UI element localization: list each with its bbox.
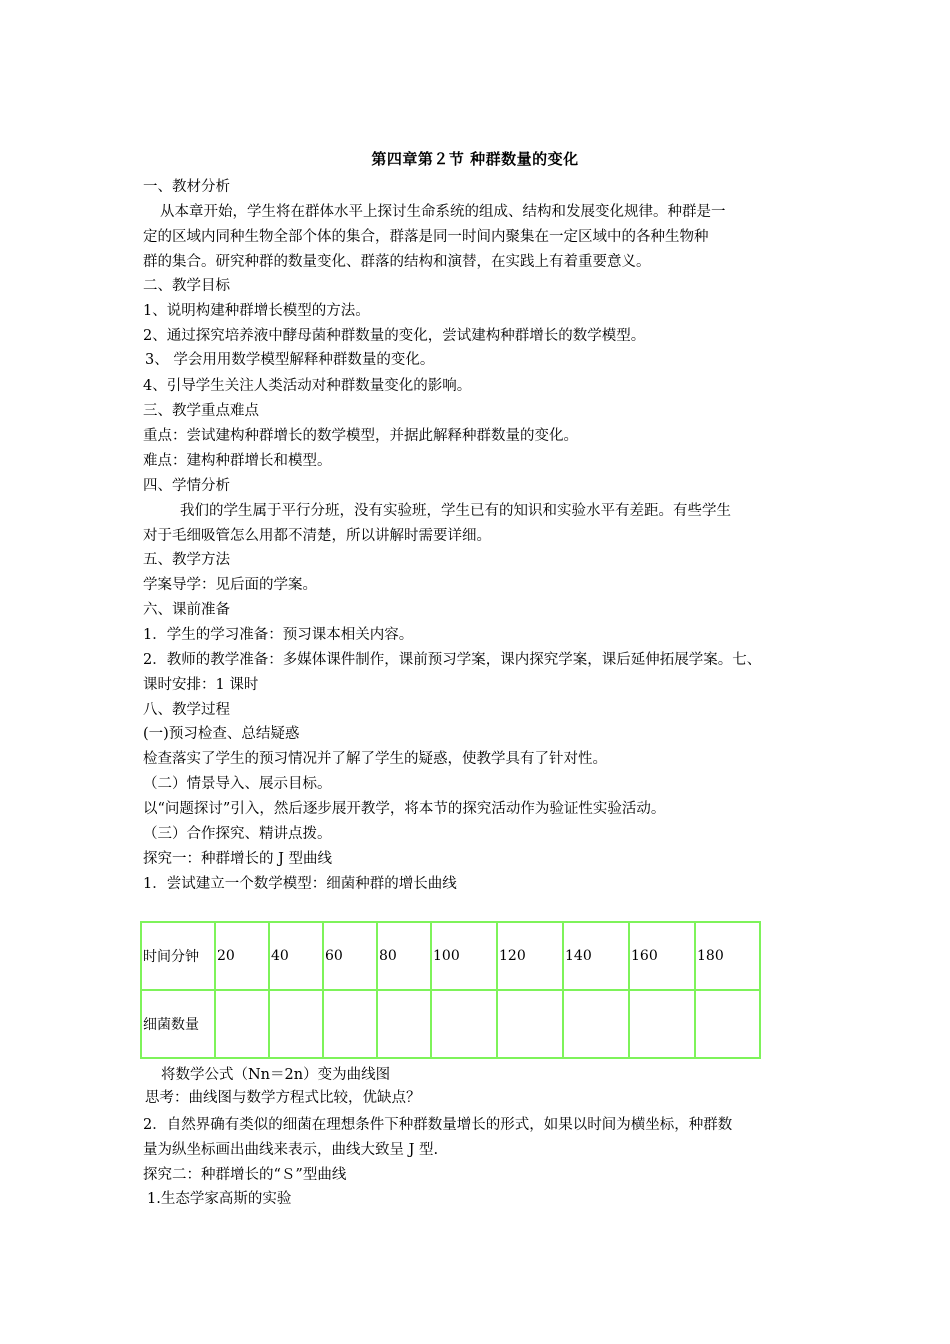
difficult-point: 难点：建构种群增长和模型。 (143, 453, 332, 469)
paragraph-line: 从本章开始，学生将在群体水平上探讨生命系统的组成、结构和发展变化规律。种群是一 (160, 204, 726, 220)
page-title: 第四章第２节 种群数量的变化 (371, 150, 579, 168)
table-cell: 60 (323, 922, 377, 990)
process-step: (一)预习检查、总结疑惑 (143, 726, 300, 742)
table-cell: 100 (431, 922, 497, 990)
paragraph-line: 思考：曲线图与数学方程式比较，优缺点？ (145, 1090, 421, 1106)
table-row (141, 922, 760, 990)
goal-item: 3、 学会用用数学模型解释种群数量的变化。 (145, 352, 435, 368)
table-cell: 80 (377, 922, 431, 990)
process-step: （三）合作探究、精讲点拨。 (143, 826, 332, 842)
table-cell (269, 990, 323, 1058)
section-heading-2: 二、教学目标 (143, 278, 230, 294)
section-heading-6: 六、课前准备 (143, 602, 230, 618)
bacteria-growth-table (140, 921, 761, 1059)
table-cell (629, 990, 695, 1058)
paragraph-line: 对于毛细吸管怎么用都不清楚，所以讲解时需要详细。 (143, 528, 491, 544)
table-cell: 40 (269, 922, 323, 990)
section-heading-4: 四、学情分析 (143, 478, 230, 494)
key-point: 重点：尝试建构种群增长的数学模型，并据此解释种群数量的变化。 (143, 428, 578, 444)
table-cell (563, 990, 629, 1058)
prep-item: 2．教师的教学准备：多媒体课件制作，课前预习学案，课内探究学案，课后延伸拓展学案。七、 (143, 652, 762, 668)
table-cell (695, 990, 760, 1058)
table-row-label: 细菌数量 (141, 990, 215, 1058)
table-cell: 120 (497, 922, 563, 990)
process-step: （二）情景导入、展示目标。 (143, 776, 332, 792)
table-row-label: 时间分钟 (141, 922, 215, 990)
paragraph-line: 定的区域内同种生物全部个体的集合，群落是同一时间内聚集在一定区域中的各种生物种 (143, 229, 709, 245)
table-cell (377, 990, 431, 1058)
table-cell: 160 (629, 922, 695, 990)
paragraph-line: 课时安排：1 课时 (143, 677, 259, 693)
goal-item: 1、说明构建种群增长模型的方法。 (143, 303, 370, 319)
paragraph-line: 以“问题探讨”引入，然后逐步展开教学，将本节的探究活动作为验证性实验活动。 (143, 801, 666, 817)
section-heading-5: 五、教学方法 (143, 552, 230, 568)
paragraph-line: 检查落实了学生的预习情况并了解了学生的疑惑，使教学具有了针对性。 (143, 751, 607, 767)
paragraph-line: 量为纵坐标画出曲线来表示，曲线大致呈 J 型. (143, 1142, 439, 1158)
explore-item: 1．尝试建立一个数学模型：细菌种群的增长曲线 (143, 876, 457, 892)
section-heading-8: 八、教学过程 (143, 702, 230, 718)
prep-item: 1．学生的学习准备：预习课本相关内容。 (143, 627, 414, 643)
table-cell: 20 (215, 922, 269, 990)
table-cell (323, 990, 377, 1058)
paragraph-line: 学案导学：见后面的学案。 (143, 577, 317, 593)
table-cell (497, 990, 563, 1058)
table-cell (215, 990, 269, 1058)
explore-item: 1.生态学家高斯的实验 (147, 1191, 292, 1207)
explore-heading: 探究二：种群增长的“Ｓ”型曲线 (143, 1167, 347, 1183)
explore-heading: 探究一：种群增长的 J 型曲线 (143, 851, 333, 867)
paragraph-line: 我们的学生属于平行分班，没有实验班，学生已有的知识和实验水平有差距。有些学生 (180, 503, 731, 519)
goal-item: 2、通过探究培养液中酵母菌种群数量的变化，尝试建构种群增长的数学模型。 (143, 328, 646, 344)
table-cell: 180 (695, 922, 760, 990)
goal-item: 4、引导学生关注人类活动对种群数量变化的影响。 (143, 378, 472, 394)
paragraph-line: 2．自然界确有类似的细菌在理想条件下种群数量增长的形式，如果以时间为横坐标，种群数 (143, 1117, 733, 1133)
table-cell (431, 990, 497, 1058)
paragraph-line: 群的集合。研究种群的数量变化、群落的结构和演替，在实践上有着重要意义。 (143, 254, 651, 270)
paragraph-line: 将数学公式（Nn＝2n）变为曲线图 (161, 1067, 391, 1083)
section-heading-3: 三、教学重点难点 (143, 403, 259, 419)
section-heading-1: 一、教材分析 (143, 179, 230, 195)
table-cell: 140 (563, 922, 629, 990)
table-row (141, 990, 760, 1058)
